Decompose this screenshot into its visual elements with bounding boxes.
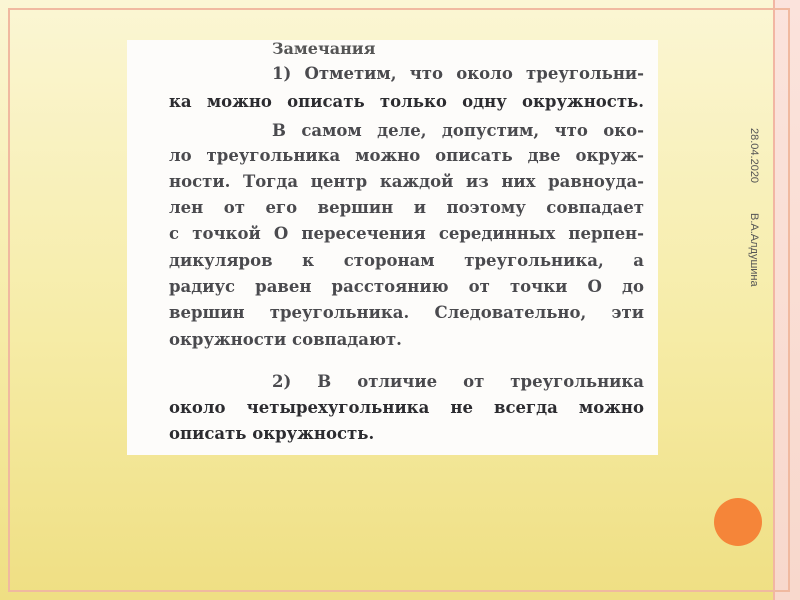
text-line-cut-off — [127, 445, 658, 455]
text-line-5: ности. Тогда центр каждой из них равноуда- — [169, 172, 644, 191]
text-line-10: вершин треугольника. Следовательно, эти — [169, 303, 644, 322]
slide-author: В.А.Алдушина — [748, 213, 760, 287]
textbook-scan — [127, 40, 658, 455]
text-line-3: В самом деле, допустим, что око- — [272, 121, 644, 140]
slide-date: 28.04.2020 — [748, 128, 760, 184]
frame-line-bottom — [8, 590, 790, 592]
orange-circle-decoration — [714, 498, 762, 546]
frame-line-right — [788, 8, 790, 592]
text-line-7: с точкой O пересечения серединных перпен- — [169, 224, 644, 243]
text-line-1: 1) Отметим, что около треугольни- — [272, 64, 644, 83]
text-line-8: дикуляров к сторонам треугольника, а — [169, 251, 644, 270]
text-line-9: радиус равен расстоянию от точки O до — [169, 277, 644, 296]
text-line-12: 2) В отличие от треугольника — [272, 372, 644, 391]
text-line-11: окружности совпадают. — [169, 330, 402, 349]
text-line-6: лен от его вершин и поэтому совпадает — [169, 198, 644, 217]
frame-line-top — [8, 8, 790, 10]
text-line-2: ка можно описать только одну окружность. — [169, 92, 644, 111]
slide-right-band-edge — [773, 0, 775, 600]
remarks-heading: Замечания — [272, 40, 376, 58]
frame-line-left — [8, 8, 10, 592]
text-line-4: ло треугольника можно описать две окруж- — [169, 146, 644, 165]
text-line-14: описать окружность. — [169, 424, 375, 443]
text-line-13: около четырехугольника не всегда можно — [169, 398, 644, 417]
slide-right-band — [773, 0, 800, 600]
